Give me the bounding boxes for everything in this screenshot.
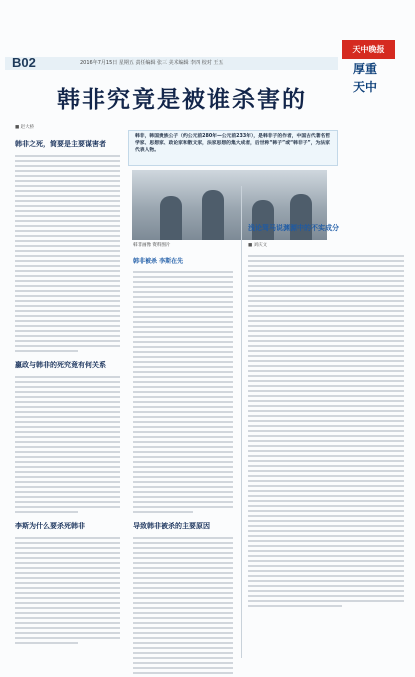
photo-figure <box>202 190 224 240</box>
section-title-line2: 天中 <box>353 80 378 94</box>
column-divider <box>241 186 242 658</box>
page-number: B02 <box>12 55 36 70</box>
byline: ■ 赵大桥 <box>15 125 35 130</box>
section-heading: 导致韩非被杀的主要原因 <box>133 522 210 530</box>
middle-column <box>133 243 233 677</box>
section-heading: 李斯为什么要杀死韩非 <box>15 522 85 530</box>
section-heading: 韩非之死，简要是主要谋害者 <box>15 140 106 148</box>
byline: ■ 刘庆文 <box>248 243 268 248</box>
right-column <box>248 223 404 610</box>
section-heading: 嬴政与韩非的死究竟有何关系 <box>15 361 106 369</box>
article-text <box>133 271 233 513</box>
section-title-line1: 厚重 <box>353 62 378 76</box>
newspaper-brand: 天中晚报 <box>342 40 395 59</box>
left-column <box>15 124 120 647</box>
article-text <box>133 537 233 677</box>
section-heading: 韩非被杀 李斯在先 <box>133 258 184 265</box>
photo-caption: 韩非画像 资料图片 <box>133 243 171 248</box>
pull-quote: 韩非，韩国贵族公子（约公元前280年—公元前233年），是韩非子的作者，中国古代著名哲学家、思想家、政论家和散文家，法家思想的集大成者，后世称“韩子”或“韩非子”，为法家代表人物。 <box>128 130 338 166</box>
article-text <box>15 537 120 644</box>
article-text <box>15 155 120 352</box>
headline: 韩非究竟是被谁杀害的 <box>57 87 307 113</box>
photo-figure <box>160 196 182 240</box>
article-text <box>248 255 404 607</box>
section-heading: 浅论驾马说渊源中的不实成分 <box>248 224 339 232</box>
dateline: 2016年7月15日 星期五 责任编辑 张三 美术编辑 李四 校对 王五 <box>80 60 224 66</box>
article-text <box>15 376 120 513</box>
